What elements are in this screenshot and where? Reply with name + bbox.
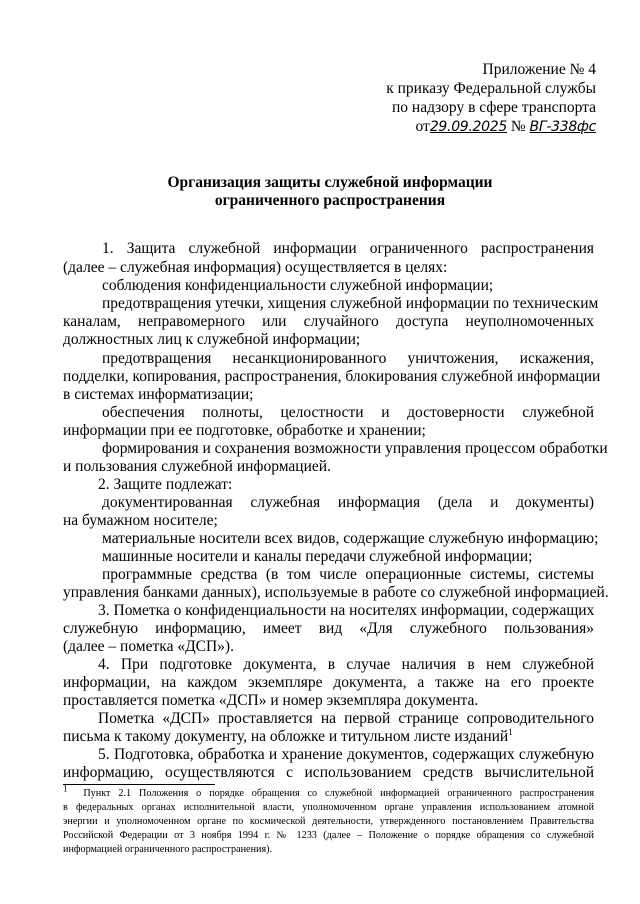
agency-name: по надзору в сфере транспорта [391,99,596,116]
body-line: информации при ее подготовке, обработке и хранении; [63,422,426,439]
appendix-number: Приложение № 4 [482,61,596,78]
body-line-text: письма к такому документу, на обложке и титульном листе изданий [63,728,509,745]
footnote-divider [63,784,215,785]
body-line: информации, на каждом экземпляре документа, а также на его проекте [63,674,594,691]
footnote-reference: 1 [508,726,513,737]
footnote-line: Российской Федерации от 3 ноября 1994 г. № 1233 (далее – Положение о порядке обращения со служебной [63,830,594,841]
body-line: (далее – пометка «ДСП»). [63,638,234,655]
document-title [60,174,600,210]
body-line: обеспечения полноты, целостности и достоверности служебной [102,404,594,421]
body-line: формирования и сохранения возможности управления процессом обработки [102,440,608,457]
order-reference: к приказу Федеральной службы [386,80,596,97]
footnote-line: информацией ограниченного распространения). [63,844,273,855]
body-line: каналам, неправомерного или случайного доступа неуполномоченных [63,313,594,330]
body-line [63,728,594,746]
footnote-marker: 1 [63,783,68,794]
body-line: документированная служебная информация (дела и документы) [102,494,594,511]
body-line: проставляется пометка «ДСП» и номер экземпляра документа. [63,692,479,709]
body-line: подделки, копирования, распространения, блокирования служебной информации [63,368,601,385]
footnote-line: энергии и уполномоченном органе по космической деятельности, утвержденного постановлением Правительства [63,816,594,827]
body-line: предотвращения утечки, хищения служебной информации по техническим [102,295,599,312]
order-date-number [386,117,596,137]
handwritten-date: 29.09.2025 [429,119,507,135]
body-line: на бумажном носителе; [63,512,218,529]
appendix-header [386,60,596,137]
body-line: 1. Защита служебной информации ограниченного распространения [102,240,594,257]
body-line: должностных лиц к служебной информации; [63,331,361,348]
body-line: в системах информатизации; [63,386,254,403]
from-word: от [415,118,430,135]
body-line: соблюдения конфиденциальности служебной информации; [102,277,494,294]
number-sign: № [510,118,526,135]
body-line: (далее – служебная информация) осуществляется в целях: [63,259,448,276]
footnote-line: в федеральных органах исполнительной власти, уполномоченном органе управления использованием атомной [63,802,594,813]
body-line: машинные носители и каналы передачи служебной информации; [102,548,533,565]
body-line: 3. Пометка о конфиденциальности на носителях информации, содержащих [98,602,595,619]
body-line: служебную информацию, имеет вид «Для служебного пользования» [63,620,594,637]
body-line: материальные носители всех видов, содержащие служебную информацию; [102,530,599,547]
body-line: Пометка «ДСП» проставляется на первой странице сопроводительного [98,710,594,727]
body-line: и пользования служебной информацией. [63,458,331,475]
body-line: 2. Защите подлежат: [98,476,233,493]
title-line: ограниченного распространения [214,192,446,209]
body-line: программные средства (в том числе операционные системы, системы [102,566,594,583]
body-line: 4. При подготовке документа, в случае наличия в нем служебной [98,656,594,673]
title-line: Организация защиты служебной информации [167,174,493,191]
body-line: 5. Подготовка, обработка и хранение документов, содержащих служебную [98,746,594,763]
body-line: предотвращения несанкционированного уничтожения, искажения, [102,350,594,367]
footnote-line [63,783,594,801]
handwritten-number: ВГ-338фс [529,119,596,135]
body-line: информацию, осуществляются с использованием средств вычислительной [63,764,594,781]
body-line: управления банками данных), используемые в работе со служебной информацией. [63,584,609,601]
footnote-text: Пункт 2.1 Положения о порядке обращения со служебной информацией ограниченного распространения [83,788,594,799]
